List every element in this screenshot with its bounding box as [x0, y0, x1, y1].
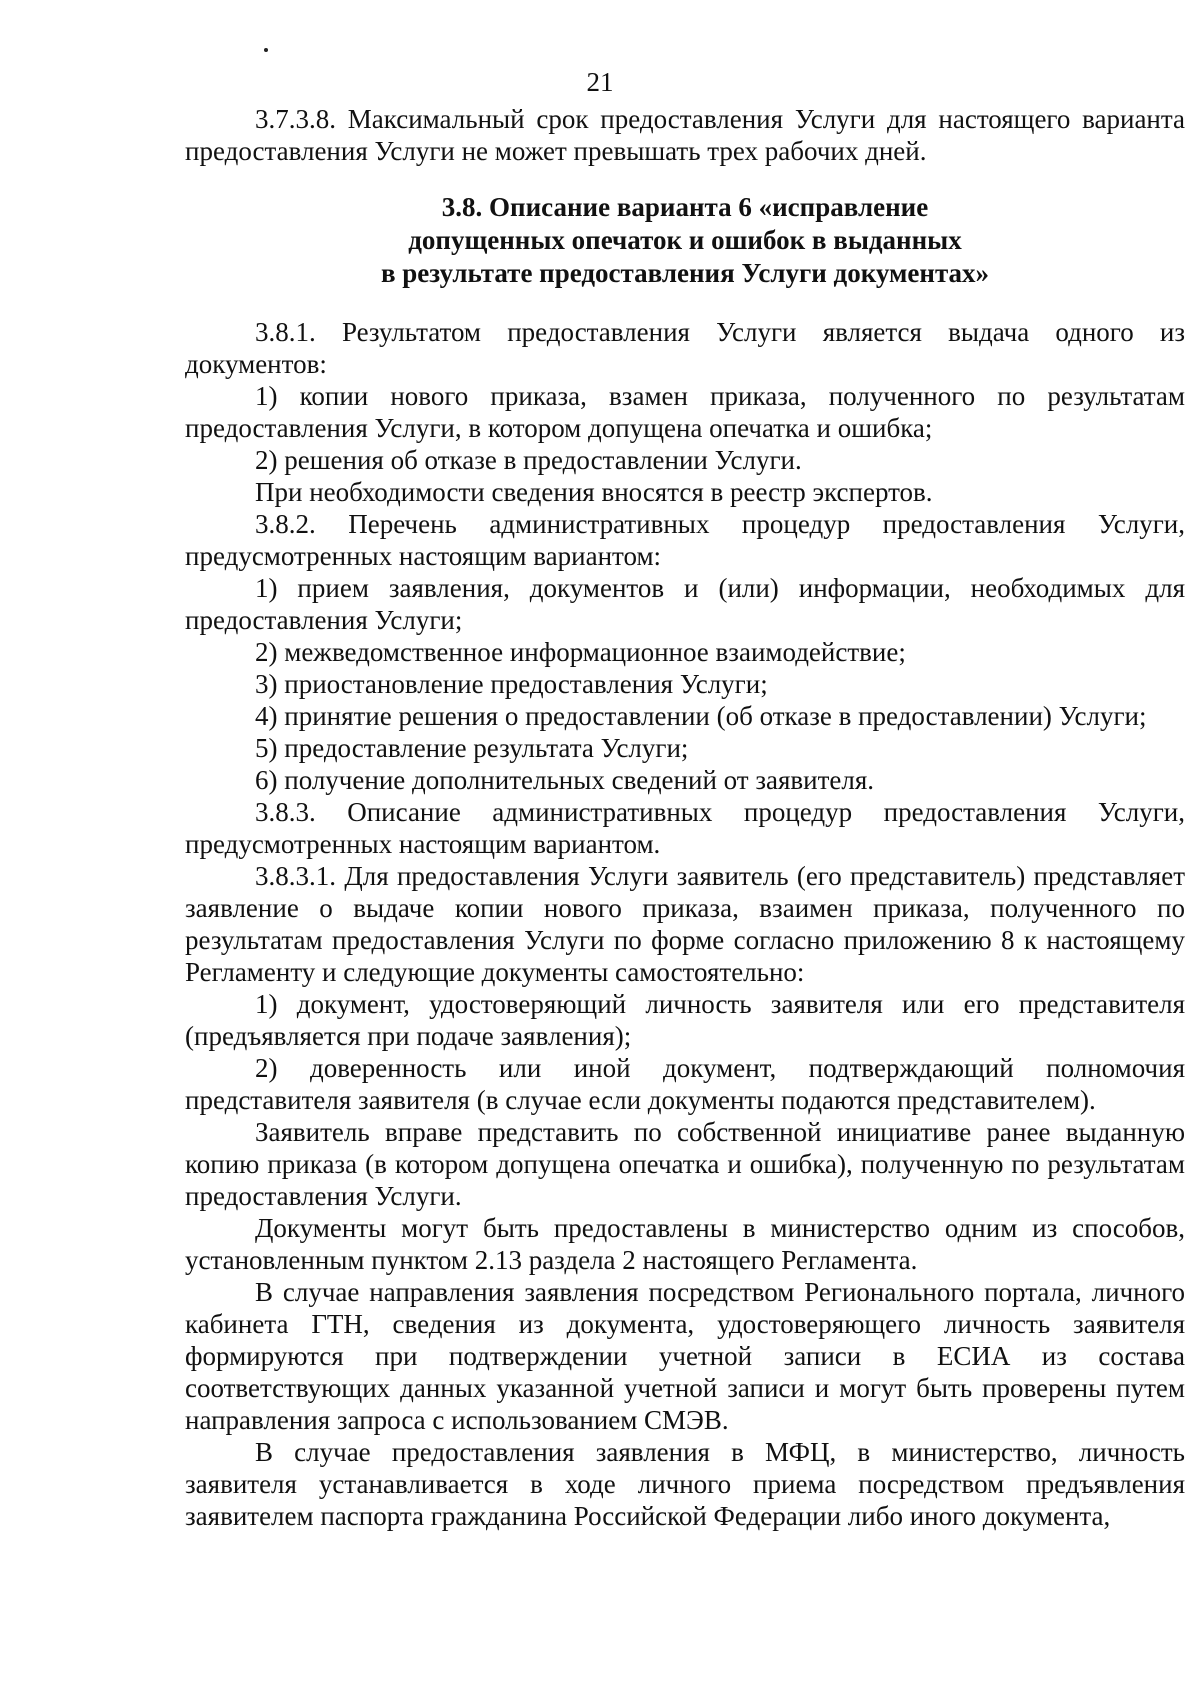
section-heading	[185, 191, 1185, 290]
paragraph: 3.8.3.1. Для предоставления Услуги заявитель (его представитель) представляет заявление о выдаче копии нового приказа, взаимен приказа, полученного по результатам предоставления Услуги по форме согласно приложению 8 к настоящему Регламенту и следующие документы самостоятельно:	[185, 861, 1185, 987]
list-item: 2) решения об отказе в предоставлении Услуги.	[255, 445, 802, 475]
section-heading-line-2: допущенных опечаток и ошибок в выданных	[408, 225, 962, 255]
paragraph: Документы могут быть предоставлены в министерство одним из способов, установленным пунктом 2.13 раздела 2 настоящего Регламента.	[185, 1213, 1185, 1275]
paragraph: 3.8.2. Перечень административных процедур предоставления Услуги, предусмотренных настоящим вариантом:	[185, 509, 1185, 571]
list-item: 1) документ, удостоверяющий личность заявителя или его представителя (предъявляется при подаче заявления);	[185, 989, 1185, 1051]
page-number: 21	[586, 67, 614, 97]
paragraph-3-7-3-8: 3.7.3.8. Максимальный срок предоставления Услуги для настоящего варианта предоставления Услуги не может превышать трех рабочих дней.	[185, 104, 1185, 166]
list-item: 5) предоставление результата Услуги;	[255, 733, 689, 763]
document-body	[185, 103, 1185, 1532]
list-item: 2) доверенность или иной документ, подтверждающий полномочия представителя заявителя (в случае если документы подаются представителем).	[185, 1053, 1185, 1115]
paragraph: 3.8.1. Результатом предоставления Услуги является выдача одного из документов:	[185, 317, 1185, 379]
list-item: 6) получение дополнительных сведений от заявителя.	[255, 765, 875, 795]
paragraph: 3.8.3. Описание административных процедур предоставления Услуги, предусмотренных настоящим вариантом.	[185, 797, 1185, 859]
paragraph: В случае предоставления заявления в МФЦ, в министерство, личность заявителя устанавливается в ходе личного приема посредством предъявления заявителем паспорта гражданина Российской Федерации либо иного документа,	[185, 1437, 1185, 1531]
list-item: 3) приостановление предоставления Услуги;	[255, 669, 768, 699]
list-item: 1) прием заявления, документов и (или) информации, необходимых для предоставления Услуги;	[185, 573, 1185, 635]
scan-speck	[264, 48, 268, 52]
list-item: 1) копии нового приказа, взамен приказа, полученного по результатам предоставления Услуги, в котором допущена опечатка и ошибка;	[185, 381, 1185, 443]
paragraph: В случае направления заявления посредством Регионального портала, личного кабинета ГТН, сведения из документа, удостоверяющего личность заявителя формируются при подтверждении учетной записи в ЕСИА из состава соответствующих данных указанной учетной записи и могут быть проверены путем направления запроса с использованием СМЭВ.	[185, 1277, 1185, 1435]
paragraph: При необходимости сведения вносятся в реестр экспертов.	[255, 477, 933, 507]
list-item: 2) межведомственное информационное взаимодействие;	[255, 637, 906, 667]
section-heading-line-1: 3.8. Описание варианта 6 «исправление	[441, 192, 929, 222]
section-heading-line-3: в результате предоставления Услуги документах»	[380, 258, 990, 288]
paragraph: Заявитель вправе представить по собственной инициативе ранее выданную копию приказа (в котором допущена опечатка и ошибка), полученную по результатам предоставления Услуги.	[185, 1117, 1185, 1211]
list-item: 4) принятие решения о предоставлении (об отказе в предоставлении) Услуги;	[255, 701, 1147, 731]
